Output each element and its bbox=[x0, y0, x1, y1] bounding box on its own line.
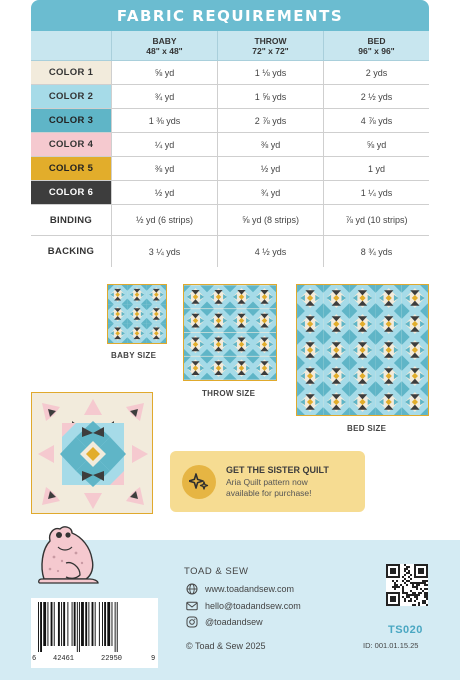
sister-quilt-line1: Aria Quilt pattern now bbox=[226, 476, 308, 487]
row-label-color-4: COLOR 4 bbox=[31, 133, 111, 156]
header-baby bbox=[111, 31, 217, 60]
table-cell: ⅜ yd bbox=[111, 157, 217, 180]
table-row bbox=[31, 109, 429, 133]
instagram-icon bbox=[186, 616, 198, 628]
row-label-color-6: COLOR 6 bbox=[31, 181, 111, 204]
table-cell: ¾ yd bbox=[111, 85, 217, 108]
table-row bbox=[31, 61, 429, 85]
table-title: FABRIC REQUIREMENTS bbox=[31, 0, 429, 31]
qr-code bbox=[386, 564, 428, 606]
header-baby-size: 48" x 48" bbox=[146, 45, 183, 56]
globe-icon bbox=[186, 583, 198, 595]
bed-size-label: BED SIZE bbox=[347, 424, 387, 433]
row-label-color-1: COLOR 1 bbox=[31, 61, 111, 84]
table-cell: 1 yd bbox=[323, 157, 429, 180]
table-cell: ½ yd bbox=[111, 181, 217, 204]
barcode-digit-last: 9 bbox=[151, 655, 156, 663]
table-row bbox=[31, 236, 429, 267]
row-label-backing: BACKING bbox=[31, 236, 111, 267]
table-body bbox=[31, 61, 429, 267]
email-icon bbox=[186, 600, 198, 612]
header-bed-size: 96" x 96" bbox=[358, 45, 395, 56]
sister-quilt-image bbox=[32, 393, 153, 514]
sparkle-icon bbox=[189, 472, 209, 492]
table-cell: ⅜ yd bbox=[217, 133, 323, 156]
header-bed bbox=[323, 31, 429, 60]
row-label-color-3: COLOR 3 bbox=[31, 109, 111, 132]
header-throw bbox=[217, 31, 323, 60]
pattern-id: ID: 001.01.15.25 bbox=[363, 641, 419, 650]
table-cell: 8 ¾ yds bbox=[323, 236, 429, 267]
throw-quilt-image bbox=[184, 285, 276, 380]
baby-quilt-preview bbox=[107, 284, 167, 344]
frog-illustration bbox=[36, 523, 106, 587]
header-throw-size: 72" x 72" bbox=[252, 45, 289, 56]
header-throw-name: THROW bbox=[254, 35, 287, 46]
barcode-digits-right: 22950 bbox=[101, 655, 123, 663]
copyright: © Toad & Sew 2025 bbox=[186, 641, 266, 651]
table-cell: ⅝ yd bbox=[111, 61, 217, 84]
row-label-color-2: COLOR 2 bbox=[31, 85, 111, 108]
table-cell: 2 ½ yds bbox=[323, 85, 429, 108]
baby-quilt-image bbox=[108, 285, 166, 343]
instagram-link[interactable]: @toadandsew bbox=[205, 617, 263, 627]
table-cell: ½ yd (6 strips) bbox=[111, 205, 217, 235]
barcode-digit-first: 6 bbox=[32, 655, 37, 663]
website-link[interactable]: www.toadandsew.com bbox=[205, 584, 295, 594]
bed-quilt-image bbox=[297, 285, 428, 415]
table-row bbox=[31, 85, 429, 109]
table-cell: 3 ¼ yds bbox=[111, 236, 217, 267]
sister-quilt-line2: available for purchase! bbox=[226, 487, 312, 498]
table-cell: 2 ⅞ yds bbox=[217, 109, 323, 132]
table-row bbox=[31, 133, 429, 157]
table-cell: 1 ¼ yds bbox=[323, 181, 429, 204]
pattern-code: TS020 bbox=[388, 624, 423, 636]
barcode-digits-left: 42461 bbox=[53, 655, 75, 663]
table-header-row bbox=[31, 31, 429, 61]
throw-size-label: THROW SIZE bbox=[202, 389, 256, 398]
table-row bbox=[31, 181, 429, 205]
table-cell: ½ yd bbox=[217, 157, 323, 180]
header-bed-name: BED bbox=[367, 35, 386, 46]
sister-quilt-text bbox=[226, 465, 329, 499]
table-cell: 1 ⅜ yds bbox=[111, 109, 217, 132]
table-cell: ⅝ yd bbox=[323, 133, 429, 156]
barcode bbox=[31, 598, 158, 668]
table-cell: 1 ⅝ yds bbox=[217, 85, 323, 108]
sister-quilt-preview bbox=[31, 392, 153, 514]
baby-size-label: BABY SIZE bbox=[111, 351, 157, 360]
table-cell: ⅞ yd (10 strips) bbox=[323, 205, 429, 235]
fabric-requirements-table bbox=[31, 0, 429, 267]
table-row bbox=[31, 205, 429, 236]
row-label-color-5: COLOR 5 bbox=[31, 157, 111, 180]
brand-name: TOAD & SEW bbox=[184, 566, 249, 577]
sparkle-badge bbox=[182, 465, 216, 499]
table-cell: 4 ½ yds bbox=[217, 236, 323, 267]
table-cell: ¼ yd bbox=[111, 133, 217, 156]
throw-quilt-preview bbox=[183, 284, 277, 381]
table-cell: 2 yds bbox=[323, 61, 429, 84]
table-cell: ⅝ yd (8 strips) bbox=[217, 205, 323, 235]
table-row bbox=[31, 157, 429, 181]
barcode-bars bbox=[38, 602, 151, 652]
sister-quilt-card[interactable] bbox=[170, 451, 365, 512]
bed-quilt-preview bbox=[296, 284, 429, 416]
row-label-binding: BINDING bbox=[31, 205, 111, 235]
email-link[interactable]: hello@toadandsew.com bbox=[205, 601, 301, 611]
table-cell: 1 ⅛ yds bbox=[217, 61, 323, 84]
sister-quilt-heading: GET THE SISTER QUILT bbox=[226, 464, 329, 475]
header-empty-cell bbox=[31, 31, 111, 60]
table-cell: ¾ yd bbox=[217, 181, 323, 204]
table-cell: 4 ⅞ yds bbox=[323, 109, 429, 132]
header-baby-name: BABY bbox=[152, 35, 177, 46]
